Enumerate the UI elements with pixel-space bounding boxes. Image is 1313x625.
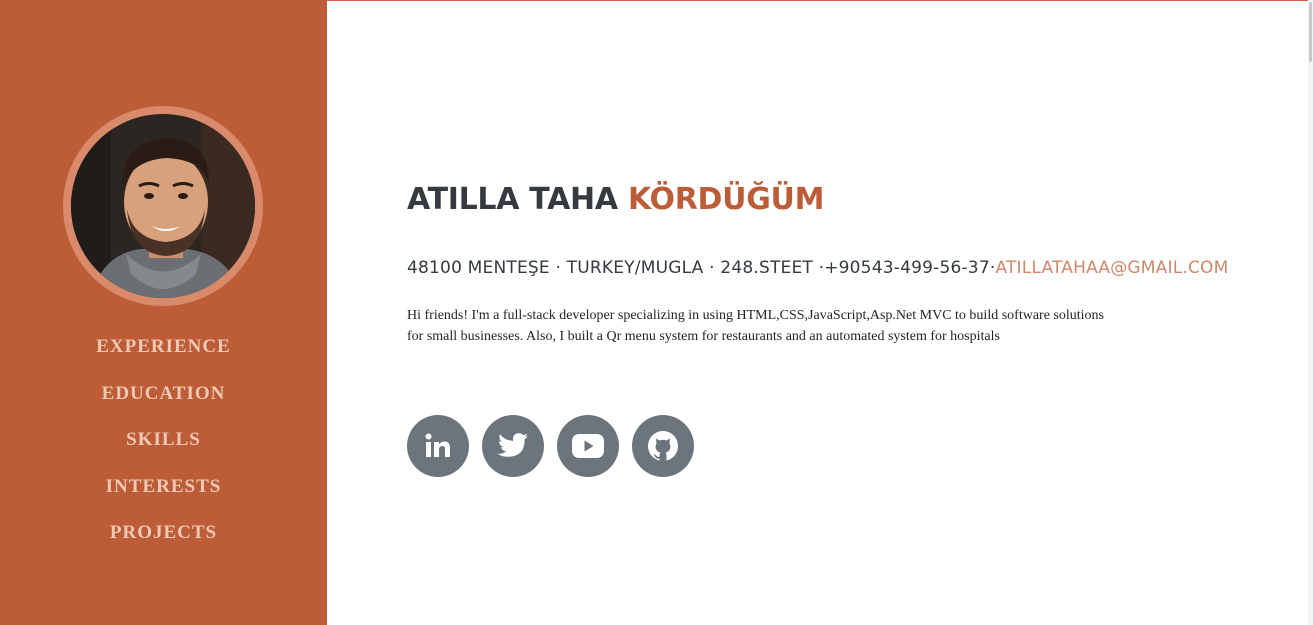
youtube-button[interactable] — [557, 415, 619, 477]
nav-item-experience — [0, 331, 327, 378]
nav-item-projects — [0, 517, 327, 564]
scrollbar[interactable] — [1308, 0, 1313, 625]
github-button[interactable] — [632, 415, 694, 477]
profile-photo — [71, 114, 255, 298]
page-title — [407, 180, 824, 220]
nav-item-education — [0, 378, 327, 425]
twitter-button[interactable] — [482, 415, 544, 477]
bio-text: Hi friends! I'm a full-stack developer specializing in using HTML,CSS,JavaScript,Asp.Net MVC to build software solutions for small businesses. Also, I built a Qr menu system for restaurants and an automated system for hospitals — [407, 308, 1104, 344]
first-name: ATILLA TAHA — [407, 182, 618, 217]
nav-link-skills[interactable]: SKILLS — [126, 429, 201, 450]
top-border — [327, 0, 1313, 1]
linkedin-button[interactable] — [407, 415, 469, 477]
last-name: KÖRDÜĞÜM — [627, 182, 825, 217]
nav-link-education[interactable]: EDUCATION — [101, 382, 226, 404]
linkedin-icon — [423, 431, 453, 461]
nav-link-projects[interactable]: PROJECTS — [109, 522, 218, 543]
social-icons — [407, 415, 694, 477]
contact-line — [407, 255, 1229, 281]
github-icon — [647, 430, 679, 462]
nav-link-interests[interactable]: INTERESTS — [105, 475, 222, 497]
nav-item-skills — [0, 424, 327, 471]
contact-text: 48100 MENTEŞE · TURKEY/MUGLA · 248.STEET ·+90543-499-56-37· — [407, 258, 996, 278]
twitter-icon — [497, 432, 529, 460]
sidebar — [0, 0, 327, 625]
profile-photo-frame — [63, 106, 263, 306]
nav-item-interests — [0, 471, 327, 518]
email-link[interactable]: ATILLATAHAA@GMAIL.COM — [995, 258, 1229, 278]
scrollbar-thumb[interactable] — [1309, 2, 1312, 62]
nav-link-experience[interactable]: EXPERIENCE — [96, 336, 231, 357]
youtube-icon — [572, 434, 604, 458]
sidebar-nav — [0, 331, 327, 564]
